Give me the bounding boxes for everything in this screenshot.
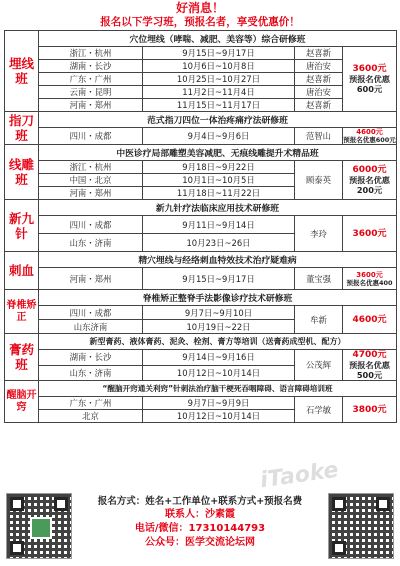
course-dates: 10月6日~10月8日	[143, 60, 295, 73]
course-dates: 10月12日~10月14日	[143, 365, 295, 381]
section-label-xingnao: 醒脑开窍	[5, 381, 39, 423]
section-label-xinjiuzhen: 新九针	[5, 200, 39, 252]
course-teacher: 公茂辉	[295, 350, 343, 381]
course-teacher: 赵喜新	[295, 99, 343, 112]
course-dates: 9月18日~9月22日	[143, 161, 295, 174]
price-cell	[343, 47, 397, 112]
course-title: 脊椎矫正整脊手法影像诊疗技术研修班	[39, 290, 397, 306]
contact-person: 联系人：沙素霞	[165, 509, 235, 520]
course-dates: 9月15日~9月17日	[143, 268, 295, 290]
course-dates: 9月15日~9月17日	[143, 47, 295, 60]
course-teacher: 唐治安	[295, 86, 343, 99]
course-dates: 9月7日~9月10日	[143, 306, 295, 320]
price-note: 预报名优惠600元	[349, 74, 390, 94]
section-label-zhidao: 指刀班	[5, 112, 39, 145]
course-location: 山东济南	[39, 320, 143, 334]
qr-code-icon	[328, 493, 394, 559]
course-location: 四川・成都	[39, 128, 143, 145]
course-location: 湖南・长沙	[39, 60, 143, 73]
course-title: 新型膏药、液体膏药、泥灸、栓剂、膏方等培训（送膏药成型机、配方）	[39, 334, 397, 350]
section-label-jizhui: 脊椎矫正	[5, 290, 39, 334]
course-dates: 9月11日~9月14日	[143, 216, 295, 234]
course-location: 浙江・杭州	[39, 161, 143, 174]
price-cell	[343, 350, 397, 381]
course-location: 四川・成都	[39, 216, 143, 234]
course-teacher: 顾泰英	[295, 161, 343, 200]
qr-code-icon	[6, 493, 72, 559]
price-cell	[343, 268, 397, 290]
course-title: 中医诊疗局部雕塑美容减肥、无痕线雕提升术精品班	[39, 145, 397, 161]
section-label-xiandiao: 线雕班	[5, 145, 39, 200]
course-location: 广东・广州	[39, 73, 143, 86]
price: 3600元	[343, 216, 397, 252]
contact-info	[80, 495, 320, 550]
registration-method: 报名方式：姓名+工作单位+联系方式+预报名费	[97, 496, 303, 507]
course-title: 新九针疗法临床应用技术研修班	[39, 200, 397, 216]
course-title: “醒脑开窍通关利窍”针刺法治疗脑干梗死吞咽障碍、语言障碍培训班	[39, 381, 397, 397]
price-note: 预报名优惠400	[346, 278, 393, 287]
course-location: 河南・郑州	[39, 268, 143, 290]
course-dates: 9月14日~9月16日	[143, 350, 295, 366]
price: 3600元	[352, 64, 387, 74]
course-dates: 11月15日~11月17日	[143, 99, 295, 112]
course-dates: 11月18日~11月22日	[143, 187, 295, 200]
course-teacher: 石学敏	[295, 397, 343, 423]
course-dates: 9月4日~9月6日	[143, 128, 295, 145]
course-location: 山东・济南	[39, 234, 143, 252]
price: 3600元	[356, 270, 383, 279]
price-note: 预报名优惠600元	[343, 136, 396, 144]
course-location: 浙江・杭州	[39, 47, 143, 60]
course-dates: 11月2日~11月4日	[143, 86, 295, 99]
wechat-account: 公众号：医学交流论坛网	[145, 537, 255, 548]
subheadline: 报名以下学习班，预报名者，享受优惠价！	[100, 16, 300, 28]
course-location: 湖南・长沙	[39, 350, 143, 366]
footer	[0, 487, 400, 566]
course-teacher: 赵喜新	[295, 73, 343, 86]
course-title: 范式指刀四位一体治疼痛疗法研修班	[39, 112, 397, 128]
course-teacher: 董宝强	[295, 268, 343, 290]
price: 4600元	[356, 128, 383, 136]
course-title: 穴位埋线（哮喘、减肥、美容等）综合研修班	[39, 31, 397, 47]
course-location: 四川・成都	[39, 306, 143, 320]
price: 4600元	[343, 306, 397, 334]
price-cell	[343, 128, 397, 145]
course-teacher: 牟新	[295, 306, 343, 334]
course-dates: 10月19日~22日	[143, 320, 295, 334]
contact-phone: 电话/微信：17310144793	[134, 523, 266, 534]
avatar	[30, 517, 52, 539]
course-location: 山东・济南	[39, 365, 143, 381]
course-location: 河南・郑州	[39, 99, 143, 112]
course-dates: 10月25日~10月27日	[143, 73, 295, 86]
price: 3800元	[343, 397, 397, 423]
course-title: 精穴埋线与经络刺血特效技术治疗疑难病	[39, 252, 397, 268]
price: 4700元	[352, 350, 387, 360]
price: 6000元	[352, 165, 387, 175]
course-location: 云南・昆明	[39, 86, 143, 99]
course-dates: 10月1日~10月5日	[143, 174, 295, 187]
course-dates: 9月7日~9月9日	[143, 397, 295, 410]
course-location: 广东・广州	[39, 397, 143, 410]
header	[0, 0, 400, 29]
course-teacher: 赵喜新	[295, 47, 343, 60]
section-label-gaoyao: 膏药班	[5, 334, 39, 381]
course-dates: 10月23日~26日	[143, 234, 295, 252]
course-teacher: 唐治安	[295, 60, 343, 73]
price-cell	[343, 161, 397, 200]
price-note: 预报名优惠500元	[349, 360, 390, 380]
headline: 好消息！	[175, 1, 224, 15]
price-note: 预报名优惠200元	[349, 175, 390, 195]
course-teacher: 范智山	[295, 128, 343, 145]
course-teacher: 李玲	[295, 216, 343, 252]
course-location: 北京	[39, 410, 143, 423]
course-location: 中国・北京	[39, 174, 143, 187]
course-location: 河南・郑州	[39, 187, 143, 200]
section-label-cixue: 刺血	[5, 252, 39, 290]
schedule-table	[4, 30, 397, 423]
course-dates: 10月12日~10月14日	[143, 410, 295, 423]
watermark: iTaoke	[258, 457, 341, 494]
section-label-maixian: 埋线班	[5, 31, 39, 112]
